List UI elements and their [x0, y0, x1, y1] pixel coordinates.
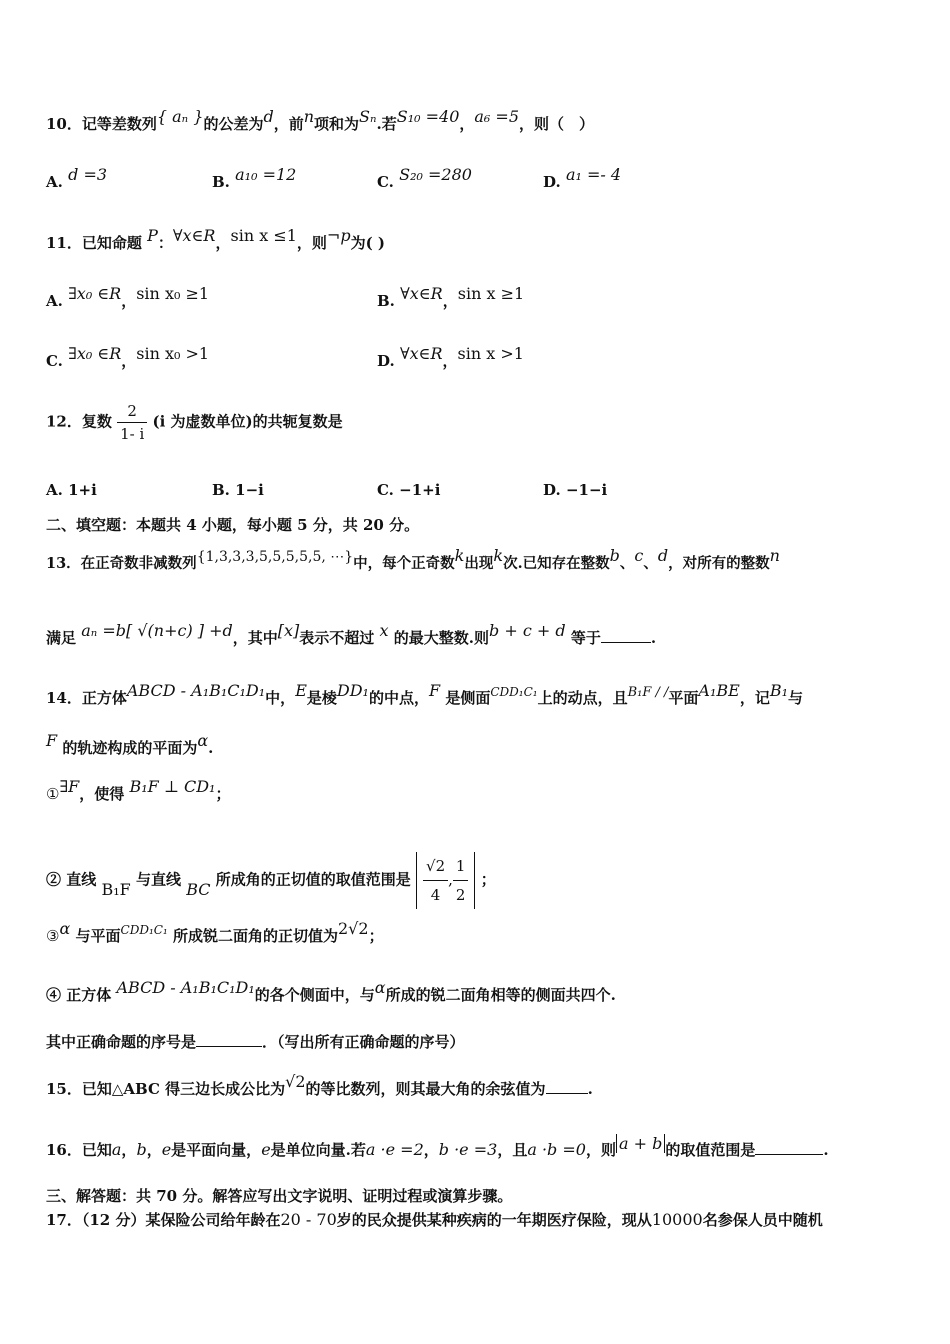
- section2-heading: 二、填空题：本题共 4 小题，每小题 5 分，共 20 分。: [46, 516, 420, 534]
- q14-s2-frac1: [423, 852, 448, 909]
- q16-text: ，且: [497, 1141, 528, 1159]
- q14-s3-alpha: α: [59, 919, 71, 938]
- q11-option-b: B. ∀x∈R，sin x ≥1: [377, 284, 525, 310]
- q13-text: 、: [619, 555, 635, 572]
- q16-stem: 16．已知: [46, 1141, 112, 1159]
- q10-text: 项和为: [314, 115, 360, 133]
- q16-ae: a ·e =2: [365, 1140, 424, 1159]
- q17-text: 名参保人员中随机: [702, 1211, 823, 1229]
- q14-ask-text: 其中正确命题的序号是: [46, 1033, 197, 1051]
- q13-text: 中，每个正奇数: [353, 555, 455, 572]
- q16-norm: a + b: [616, 1134, 665, 1153]
- q14-s2-bc: BC: [186, 879, 211, 899]
- q11-option-d: D. ∀x∈R，sin x >1: [377, 344, 524, 370]
- q11-negp: ¬p: [326, 226, 351, 245]
- q10-a6: a₆ =5: [474, 107, 520, 126]
- q11-option-c: C. ∃x₀ ∈R，sin x₀ >1: [46, 344, 210, 370]
- q14-line2: [46, 731, 214, 758]
- section3-heading: 三、解答题：共 70 分。解答应写出文字说明、证明过程或演算步骤。: [46, 1187, 513, 1205]
- q15-ratio: √2: [285, 1072, 306, 1091]
- q10-text: .若: [376, 115, 397, 133]
- q14-s2-comma: ,: [448, 870, 453, 889]
- q14-text: ，记: [739, 689, 770, 707]
- q16-end: .: [823, 1141, 829, 1159]
- q14-text: 是侧面: [445, 689, 491, 707]
- q11-option-a: A. ∃x₀ ∈R，sin x₀ ≥1: [46, 284, 210, 310]
- q14-text: 的轨迹构成的平面为: [62, 739, 198, 757]
- q14-text: 是棱: [306, 689, 337, 707]
- q10-stem-line: [46, 107, 595, 134]
- q13-text: 次.已知存在整数: [503, 555, 610, 572]
- q13-text: 表示不超过: [299, 629, 375, 647]
- q13-stem: 13．在正奇数非减数列: [46, 555, 197, 572]
- q12-option-b: B. 1−i: [212, 481, 264, 499]
- q17-range: 20 - 70: [280, 1210, 337, 1229]
- q10-text: 的公差为: [203, 115, 264, 133]
- q14-s2-num1: √2: [423, 852, 448, 881]
- q14-b1f: B₁F / /: [627, 685, 669, 700]
- q13-text: 满足: [46, 629, 77, 647]
- q14-s2-frac2: [453, 852, 469, 909]
- q11-tail: 为( ): [350, 234, 385, 252]
- q12-fraction: [117, 400, 147, 445]
- q17-stem: 17．（12 分）某保险公司给年龄在: [46, 1211, 281, 1229]
- q17-number: 10000: [651, 1210, 703, 1229]
- q14-text: ，使得: [79, 785, 125, 803]
- q15-stem: 15．已知△ABC 得三边长成公比为: [46, 1080, 286, 1098]
- q14-text: 平面: [668, 689, 699, 707]
- q14-text: 与: [788, 689, 804, 707]
- q14-s1-number: ①: [46, 785, 60, 803]
- q10-text: ，前: [273, 115, 304, 133]
- q13-k: k: [493, 546, 504, 565]
- q10-sequence: { aₙ }: [156, 107, 204, 126]
- q13-n: n: [769, 546, 780, 565]
- q14-statement-2: [46, 852, 496, 909]
- q13-line2: [46, 621, 657, 648]
- q16-text: 是单位向量.若: [270, 1141, 366, 1159]
- q13-sum: b + c + d: [489, 621, 566, 640]
- q13-c: c: [634, 546, 644, 565]
- q14-s3-number: ③: [46, 927, 60, 945]
- q11-text: ，: [215, 234, 231, 252]
- q13-text: ，其中: [232, 629, 278, 647]
- q13-text: 出现: [464, 555, 494, 572]
- q14-E: E: [295, 681, 307, 700]
- q10-text: ，: [459, 115, 475, 133]
- q12-tail: (i 为虚数单位)的共轭复数是: [152, 412, 343, 431]
- q16-text: 是平面向量，: [171, 1141, 262, 1159]
- q14-cube: ABCD - A₁B₁C₁D₁: [126, 681, 266, 700]
- q13-line1: [46, 546, 780, 574]
- q14-F: F: [46, 731, 58, 750]
- q12-stem-line: [46, 400, 343, 445]
- q12-stem: 12．复数: [46, 412, 112, 431]
- q14-s2-num2: 1: [453, 852, 469, 881]
- q16-a: a: [111, 1140, 122, 1159]
- q13-text: 的最大整数.则: [393, 629, 490, 647]
- q10-s10: S₁₀ =40: [396, 107, 460, 126]
- q11-text: ：: [157, 234, 173, 252]
- q17-text: 岁的民众提供某种疾病的一年期医疗保险，现从: [336, 1211, 652, 1229]
- q17-line: [46, 1210, 823, 1230]
- q14-text: 所成锐二面角的正切值为: [172, 927, 338, 945]
- q14-ask-tail: ．（写出所有正确命题的序号）: [262, 1033, 465, 1051]
- q14-s2-interval: [416, 852, 475, 909]
- q11-text: ，则: [296, 234, 327, 252]
- q14-text: 所成的锐二面角相等的侧面共四个.: [385, 986, 616, 1004]
- q10-option-c: C. S₂₀ =280: [377, 165, 472, 191]
- q13-answer-blank[interactable]: [601, 642, 651, 643]
- q14-text: 与直线: [135, 870, 181, 889]
- q14-F: F: [428, 681, 441, 700]
- q13-text: 等于: [570, 629, 601, 647]
- q10-n: n: [303, 107, 315, 126]
- q14-s1-expr: B₁F ⊥ CD₁: [129, 777, 216, 796]
- q14-s1-exists: ∃F: [59, 777, 80, 796]
- q14-alpha: α: [197, 731, 209, 750]
- q14-statement-1: [46, 777, 231, 804]
- q14-dd1: DD₁: [336, 681, 369, 700]
- q14-b1: B₁: [769, 681, 789, 700]
- q13-end: .: [650, 629, 657, 647]
- q14-s4-alpha: α: [374, 978, 386, 997]
- q16-e: e: [161, 1140, 172, 1159]
- q12-option-a: A. 1+i: [46, 481, 97, 499]
- q14-plane: A₁BE: [698, 681, 740, 700]
- q14-text: 所成角的正切值的取值范围是: [215, 870, 411, 889]
- q15-tail: 的等比数列，则其最大角的余弦值为: [305, 1080, 546, 1098]
- q14-answer-blank[interactable]: [196, 1046, 262, 1047]
- q12-option-d: D. −1−i: [543, 481, 608, 499]
- q13-formula: aₙ =b[ √(n+c) ] +d: [81, 621, 233, 640]
- q14-text: 的中点，: [368, 689, 429, 707]
- q14-text: ；: [215, 785, 231, 803]
- q14-s3-value: 2√2: [338, 919, 369, 938]
- q16-e2: e: [261, 1140, 271, 1159]
- q11-stem-line: [46, 226, 385, 253]
- q14-text: 中，: [265, 689, 296, 707]
- q14-line1: [46, 681, 804, 710]
- q16-answer-blank[interactable]: [755, 1154, 823, 1155]
- q13-x: x: [379, 621, 389, 640]
- q16-text: 的取值范围是: [665, 1141, 756, 1159]
- q11-p: P: [147, 226, 158, 245]
- q14-text: ；: [480, 870, 496, 889]
- q10-option-d: D. a₁ =- 4: [543, 165, 622, 191]
- q14-ask: [46, 1032, 465, 1052]
- q13-sequence: {1,3,3,3,5,5,5,5,5, ⋯}: [196, 549, 354, 565]
- q16-text: ，: [146, 1141, 162, 1159]
- q12-numerator: 2: [117, 400, 147, 423]
- q14-s2-b1f: B₁F: [101, 879, 131, 899]
- q16-line: [46, 1134, 829, 1160]
- q13-d: d: [657, 546, 669, 565]
- q14-text: .: [208, 739, 214, 757]
- q16-text: ，: [423, 1141, 439, 1159]
- q15-line: [46, 1072, 593, 1099]
- q14-statement-4: [46, 978, 616, 1005]
- q14-s4-number: ④ 正方体: [46, 986, 112, 1004]
- q15-answer-blank[interactable]: [546, 1093, 588, 1094]
- q10-option-a: A. d =3: [46, 165, 108, 191]
- q10-tail: ，则（ ）: [519, 115, 595, 133]
- q15-end: .: [587, 1080, 593, 1098]
- q11-forall: ∀x∈R: [172, 226, 216, 245]
- q12-option-c: C. −1+i: [377, 481, 441, 499]
- q16-b: b: [136, 1140, 147, 1159]
- q13-k: k: [454, 546, 465, 565]
- q13-b: b: [609, 546, 620, 565]
- q10-option-b: B. a₁₀ =12: [212, 165, 297, 191]
- q14-stem: 14．正方体: [46, 689, 127, 707]
- q11-sin: sin x ≤1: [230, 226, 297, 245]
- q10-sn: Sₙ: [359, 107, 377, 126]
- q13-text: 、: [643, 555, 658, 572]
- q11-stem: 11．已知命题: [46, 234, 142, 252]
- q14-s2-den2: 2: [455, 886, 466, 904]
- q10-stem: 10．记等差数列: [46, 115, 157, 133]
- q14-face: CDD₁C₁: [490, 685, 538, 699]
- q16-ab: a ·b =0: [527, 1140, 586, 1159]
- q13-bracket-x: [x]: [277, 621, 300, 640]
- q16-be: b ·e =3: [438, 1140, 498, 1159]
- q13-text: ，对所有的整数: [668, 555, 770, 572]
- q14-s3-face: CDD₁C₁: [120, 923, 168, 937]
- q16-text: ，则: [585, 1141, 616, 1159]
- q14-text: ；: [368, 927, 384, 945]
- q14-text: 与平面: [75, 927, 121, 945]
- q12-denominator: 1- i: [120, 425, 145, 443]
- q14-text: 上的动点，且: [537, 689, 628, 707]
- q14-s2-den1: 4: [430, 886, 441, 904]
- q14-text: 的各个侧面中，与: [254, 986, 375, 1004]
- q14-s4-cube: ABCD - A₁B₁C₁D₁: [116, 978, 255, 997]
- q10-d: d: [263, 107, 274, 126]
- q16-text: ，: [121, 1141, 137, 1159]
- q14-statement-3: [46, 919, 384, 947]
- q14-s2-number: ② 直线: [46, 870, 97, 889]
